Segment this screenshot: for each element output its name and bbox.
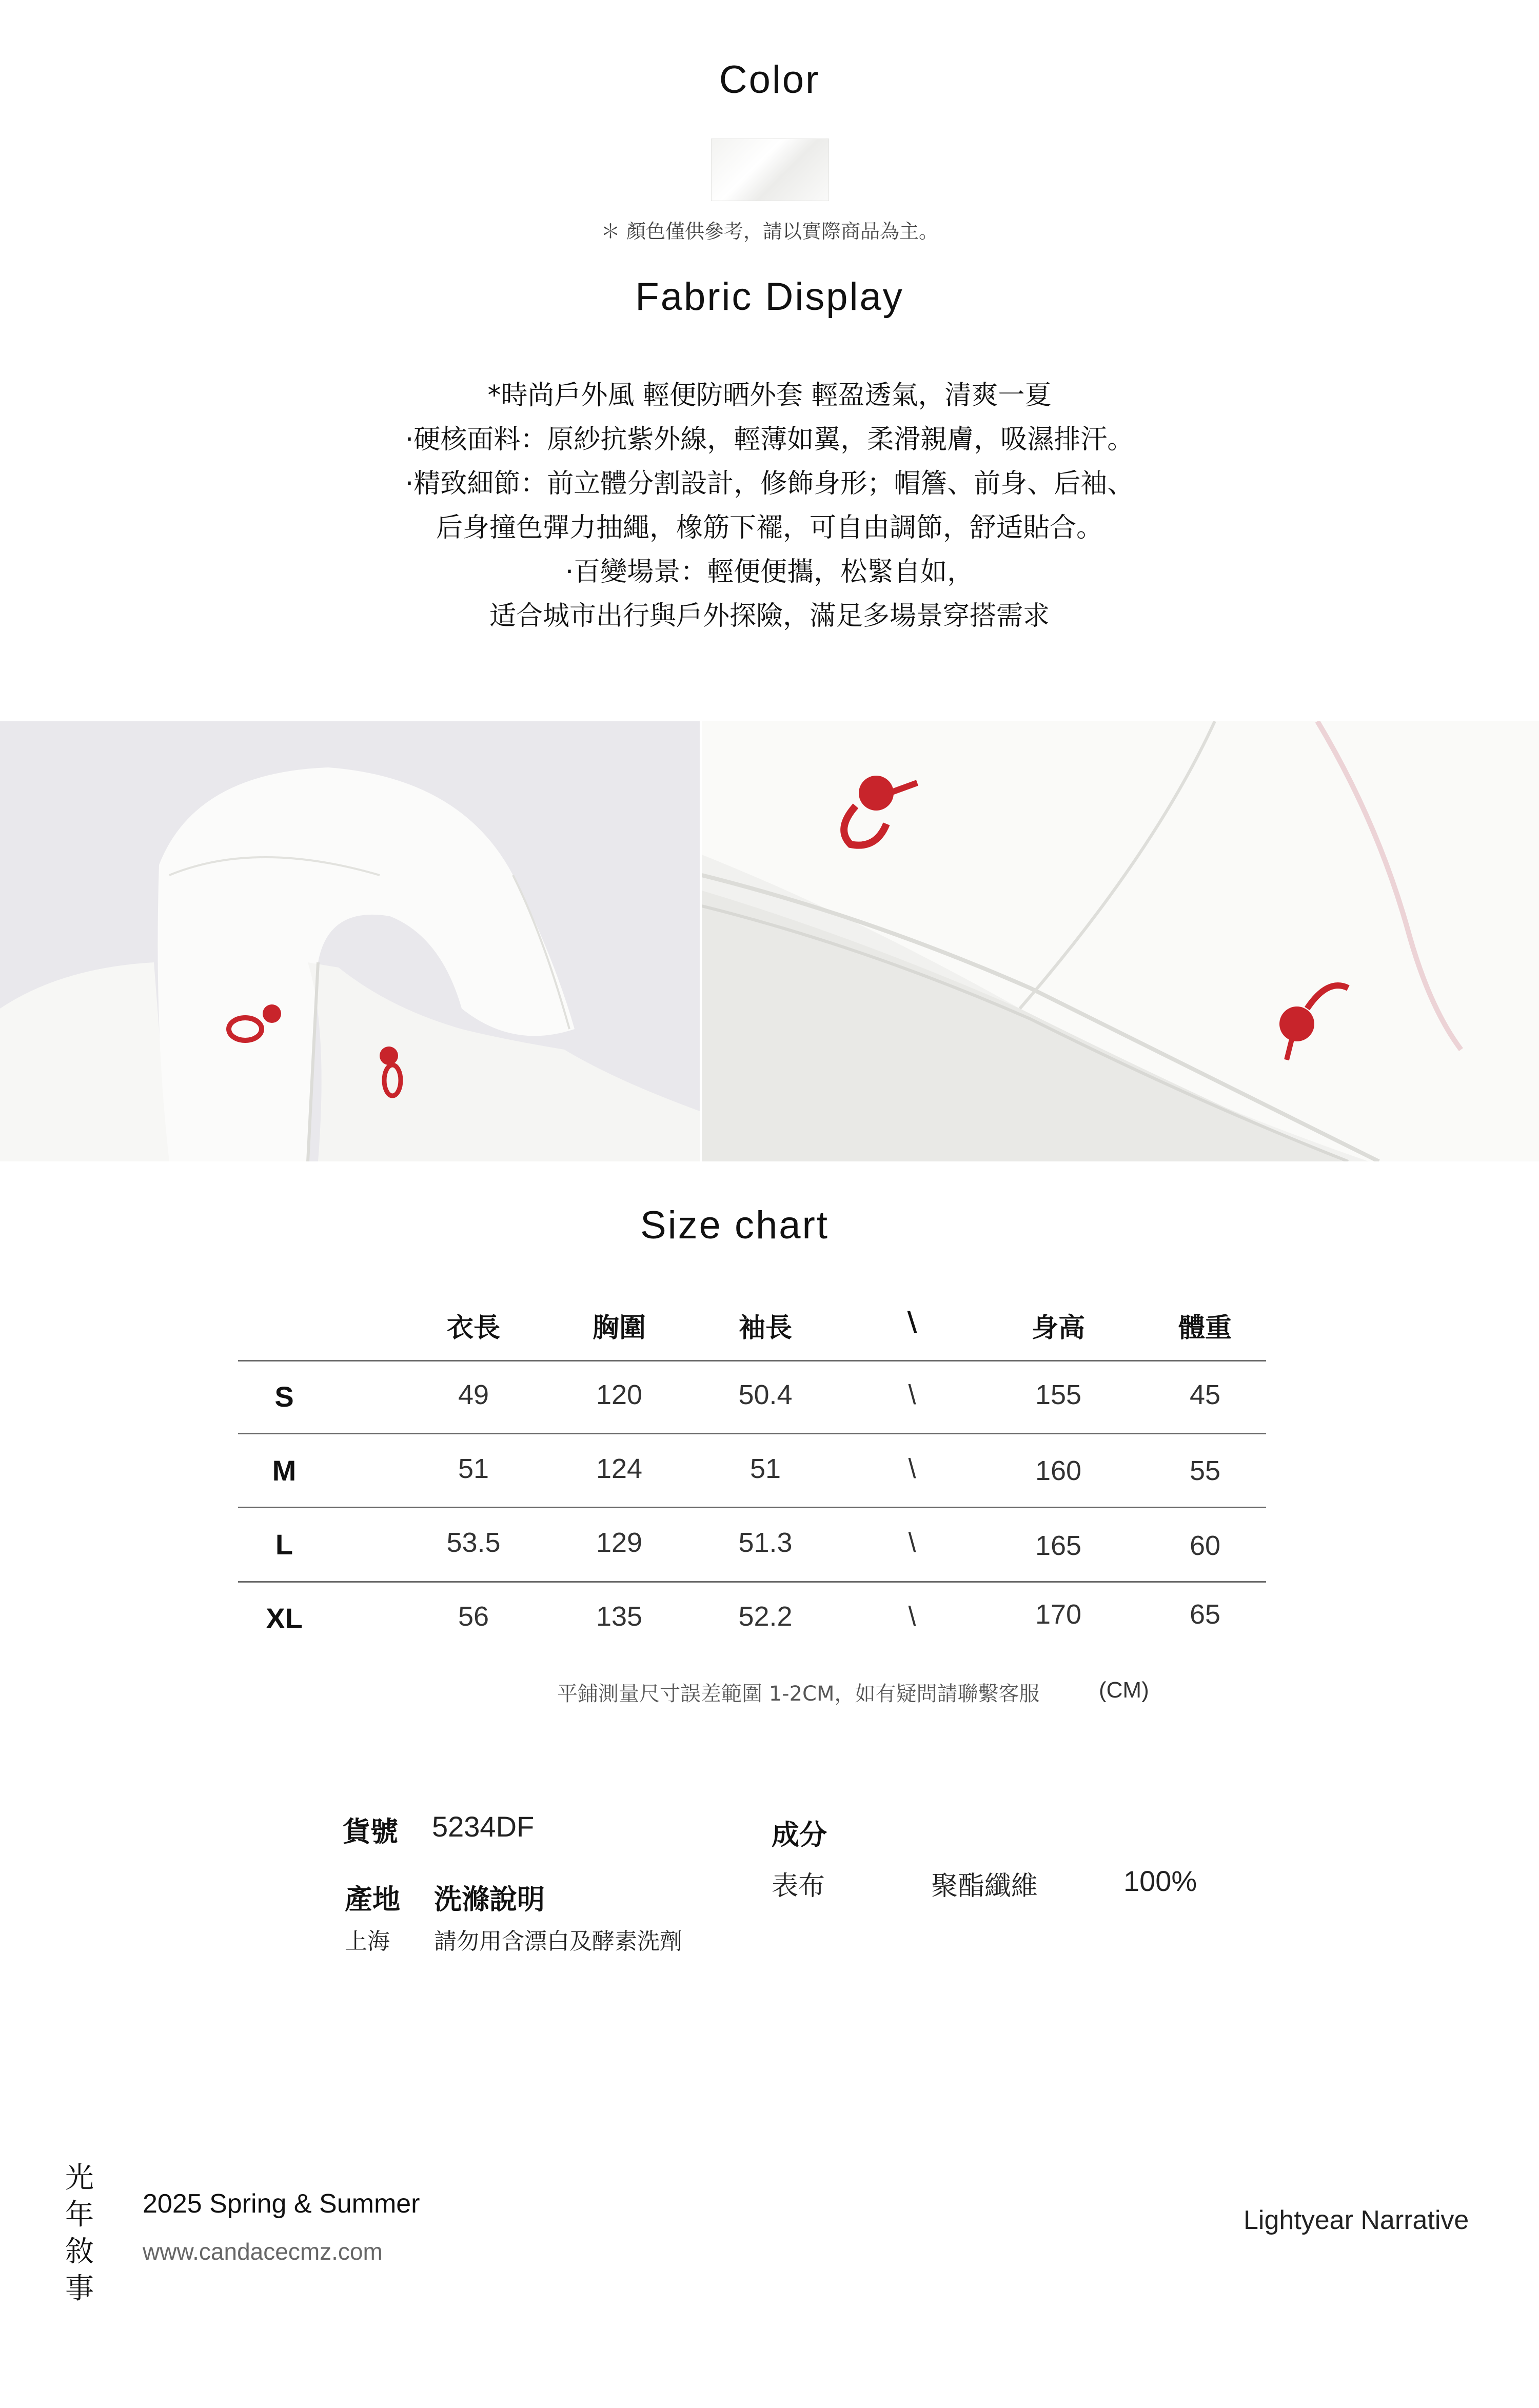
xl-height: 170 bbox=[1035, 1599, 1082, 1630]
desc-line-6: 适合城市出行與戶外探險，滿足多場景穿搭需求 bbox=[489, 601, 1050, 631]
xl-sleeve: 52.2 bbox=[738, 1601, 793, 1632]
size-l-label: L bbox=[275, 1528, 293, 1561]
l-weight: 60 bbox=[1189, 1530, 1221, 1561]
size-s-label: S bbox=[274, 1380, 294, 1413]
care-label: 洗滌說明 bbox=[434, 1883, 545, 1916]
color-note: ＊ 顏色僅供參考，請以實際商品為主。 bbox=[600, 220, 939, 243]
s-sleeve: 50.4 bbox=[738, 1379, 793, 1410]
header-sleeve: 袖長 bbox=[738, 1313, 792, 1344]
origin-value: 上海 bbox=[345, 1928, 390, 1955]
m-length: 51 bbox=[458, 1453, 489, 1484]
xl-chest: 135 bbox=[596, 1601, 643, 1632]
brand-char-2: 年 bbox=[65, 2198, 94, 2232]
m-sleeve: 51 bbox=[749, 1453, 781, 1484]
xl-separator: \ bbox=[908, 1601, 916, 1632]
desc-line-2: ·硬核面料：原紗抗紫外線，輕薄如翼，柔滑親膚，吸濕排汗。 bbox=[405, 424, 1134, 455]
desc-line-1: *時尚戶外風 輕便防晒外套 輕盈透氣，清爽一夏 bbox=[487, 380, 1052, 411]
website-link[interactable]: www.candacecmz.com bbox=[143, 2238, 383, 2265]
l-sleeve: 51.3 bbox=[738, 1527, 793, 1558]
composition-material: 聚酯纖維 bbox=[931, 1871, 1038, 1902]
fabric-title: Fabric Display bbox=[635, 275, 904, 319]
xl-weight: 65 bbox=[1189, 1599, 1221, 1630]
l-chest: 129 bbox=[596, 1527, 643, 1558]
composition-label: 成分 bbox=[772, 1819, 827, 1851]
l-height: 165 bbox=[1035, 1530, 1082, 1561]
color-swatch-white bbox=[711, 139, 829, 201]
brand-char-4: 事 bbox=[65, 2272, 94, 2305]
size-chart-unit: (CM) bbox=[1099, 1677, 1149, 1703]
xl-length: 56 bbox=[458, 1601, 489, 1632]
brand-char-1: 光 bbox=[65, 2161, 94, 2195]
l-separator: \ bbox=[908, 1527, 916, 1558]
origin-label: 產地 bbox=[345, 1883, 400, 1916]
m-chest: 124 bbox=[596, 1453, 643, 1484]
care-value: 請勿用含漂白及酵素洗劑 bbox=[434, 1928, 682, 1955]
m-separator: \ bbox=[908, 1453, 916, 1484]
table-rule bbox=[238, 1507, 1266, 1508]
header-length: 衣長 bbox=[446, 1313, 500, 1344]
table-rule bbox=[238, 1433, 1266, 1434]
brand-vertical bbox=[64, 2160, 95, 2307]
header-chest: 胸圍 bbox=[592, 1313, 646, 1344]
l-length: 53.5 bbox=[446, 1527, 501, 1558]
photo-hem-detail bbox=[702, 721, 1539, 1161]
desc-line-3: ·精致細節：前立體分割設計，修飾身形；帽簷、前身、后袖、 bbox=[405, 468, 1134, 499]
brand-tagline: Lightyear Narrative bbox=[1244, 2205, 1469, 2235]
brand-char-3: 敘 bbox=[65, 2235, 94, 2268]
m-height: 160 bbox=[1035, 1455, 1082, 1486]
table-rule bbox=[238, 1360, 1266, 1361]
fabric-description bbox=[0, 373, 1539, 638]
size-chart-note: 平鋪測量尺寸誤差範圍 1-2CM，如有疑問請聯繫客服 bbox=[557, 1682, 1040, 1706]
sku-label: 貨號 bbox=[343, 1815, 398, 1848]
size-m-label: M bbox=[272, 1454, 297, 1487]
composition-percent: 100% bbox=[1123, 1865, 1197, 1897]
table-rule bbox=[238, 1581, 1266, 1583]
season-label: 2025 Spring & Summer bbox=[143, 2189, 420, 2219]
s-length: 49 bbox=[458, 1379, 489, 1410]
s-chest: 120 bbox=[596, 1379, 643, 1410]
header-separator: \ bbox=[907, 1306, 917, 1337]
color-title: Color bbox=[719, 58, 820, 102]
header-weight: 體重 bbox=[1178, 1313, 1232, 1344]
s-height: 155 bbox=[1035, 1379, 1082, 1410]
m-weight: 55 bbox=[1189, 1455, 1221, 1486]
desc-line-5: ·百變場景：輕便便攜，松緊自如， bbox=[565, 557, 974, 587]
desc-line-4: 后身撞色彈力抽繩，橡筋下襬，可自由調節，舒适貼合。 bbox=[436, 512, 1103, 543]
s-separator: \ bbox=[908, 1379, 916, 1410]
sku-value: 5234DF bbox=[432, 1810, 535, 1843]
photo-hood-detail bbox=[0, 721, 700, 1161]
size-chart-title: Size chart bbox=[640, 1203, 829, 1247]
composition-part: 表布 bbox=[772, 1871, 825, 1902]
s-weight: 45 bbox=[1189, 1379, 1221, 1410]
header-height: 身高 bbox=[1031, 1313, 1085, 1344]
size-xl-label: XL bbox=[266, 1602, 303, 1634]
